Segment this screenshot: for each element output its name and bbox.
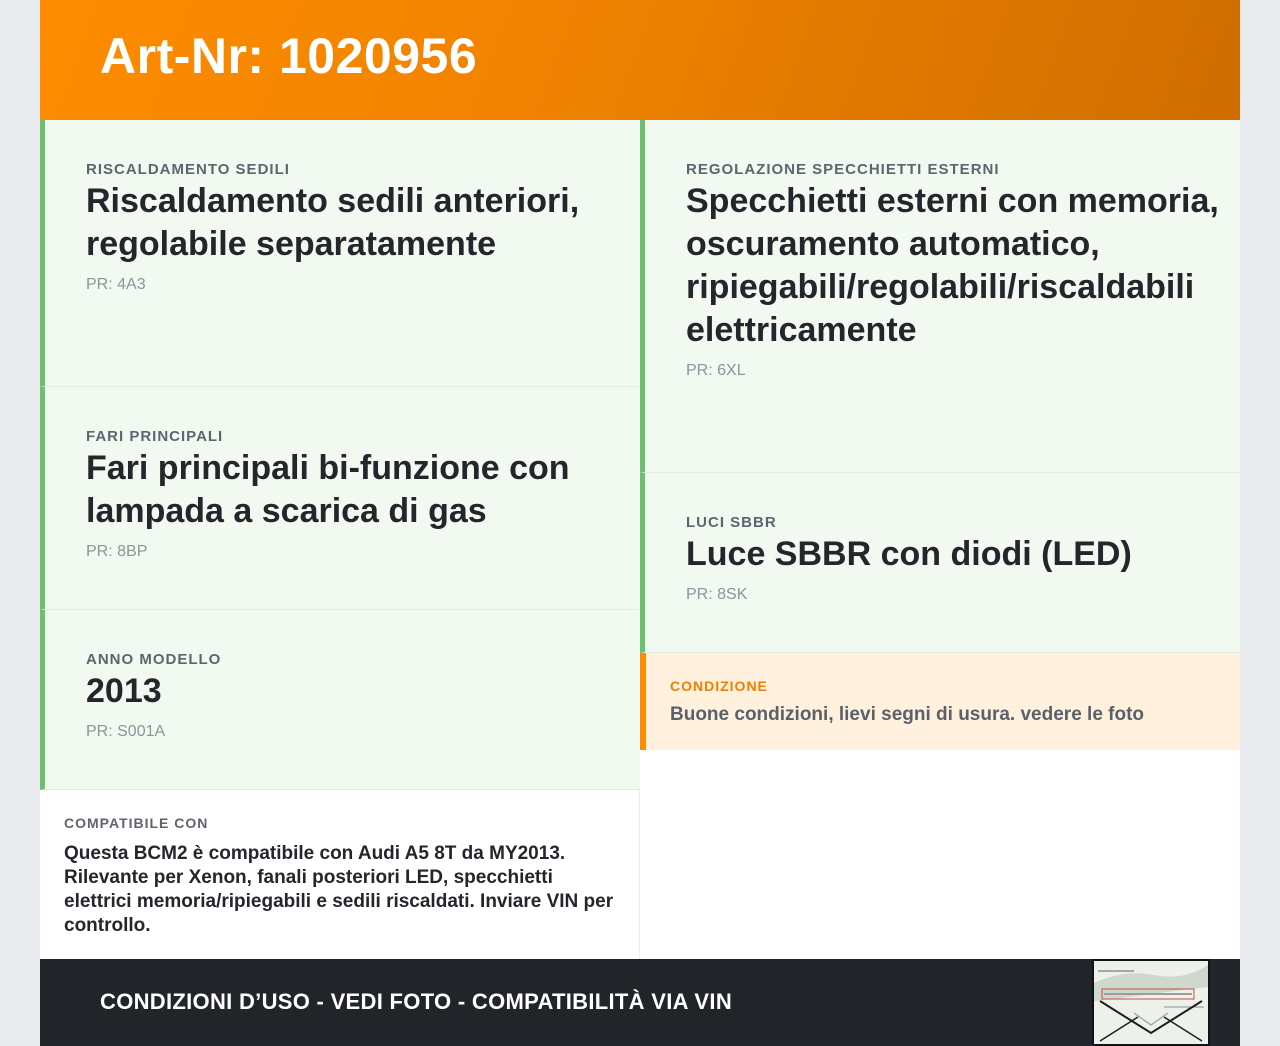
spec-value: 2013	[86, 672, 162, 710]
header-banner	[40, 0, 1240, 120]
footer-text: CONDIZIONI D’USO - VEDI FOTO - COMPATIBILITÀ VIA VIN	[100, 989, 733, 1014]
footer-bar	[40, 959, 1240, 1046]
spec-card-model-year	[40, 610, 640, 790]
condition-text: Buone condizioni, lievi segni di usura. vedere le foto	[670, 704, 1145, 725]
spec-pr-code: PR: 4A3	[86, 276, 146, 293]
spec-label: LUCI SBBR	[686, 514, 777, 531]
spec-card-sbbr-lights	[640, 473, 1240, 653]
spec-value: Specchietti esterni con memoria, oscuramento automatico, ripiegabili/regolabili/riscaldabili elettricamente	[686, 182, 1219, 349]
condition-block	[640, 653, 1240, 750]
spec-card-headlights	[40, 387, 640, 610]
label-photo-thumbnail[interactable]	[1092, 959, 1210, 1046]
spec-pr-code: PR: 8SK	[686, 586, 748, 603]
article-number-title: Art-Nr: 1020956	[100, 28, 478, 84]
product-sheet	[40, 0, 1240, 1046]
spec-value: Riscaldamento sedili anteriori, regolabile separatamente	[86, 182, 580, 263]
label-photo-image	[1094, 961, 1208, 1044]
spec-label: ANNO MODELLO	[86, 651, 222, 668]
spec-card-mirrors	[640, 120, 1240, 473]
spec-pr-code: PR: 6XL	[686, 362, 746, 379]
right-column	[640, 120, 1240, 750]
spec-pr-code: PR: S001A	[86, 723, 166, 740]
spec-label: REGOLAZIONE SPECCHIETTI ESTERNI	[686, 161, 1000, 178]
spec-card-seat-heating	[40, 120, 640, 387]
compatibility-label: COMPATIBILE CON	[64, 815, 209, 831]
spec-value: Fari principali bi-funzione con lampada a scarica di gas	[86, 449, 570, 530]
condition-label: CONDIZIONE	[670, 678, 768, 694]
spec-label: FARI PRINCIPALI	[86, 428, 224, 445]
left-column	[40, 120, 640, 960]
spec-pr-code: PR: 8BP	[86, 543, 148, 560]
compatibility-block	[40, 790, 640, 960]
compatibility-text: Questa BCM2 è compatibile con Audi A5 8T da MY2013. Rilevante per Xenon, fanali posteriori LED, specchietti elettrici memoria/ripiegabili e sedili riscaldati. Inviare VIN per controllo.	[64, 843, 614, 936]
spec-label: RISCALDAMENTO SEDILI	[86, 161, 290, 178]
spec-value: Luce SBBR con diodi (LED)	[686, 535, 1132, 573]
